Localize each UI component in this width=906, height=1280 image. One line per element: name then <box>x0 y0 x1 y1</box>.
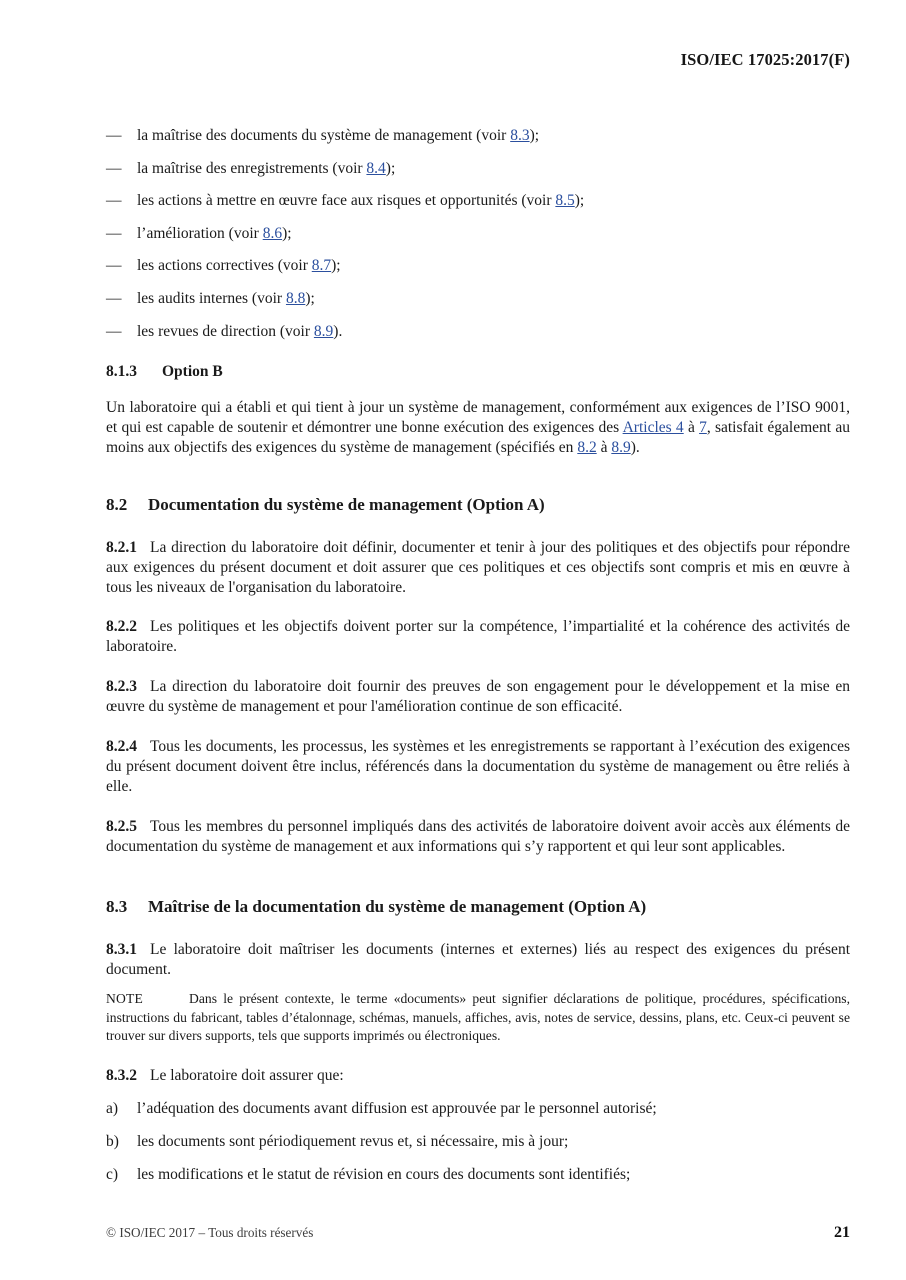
list-item-text-pre: l’amélioration (voir <box>137 224 263 242</box>
em-dash-marker: — <box>106 127 122 144</box>
list-item-text-pre: les actions correctives (voir <box>137 257 312 275</box>
list-item <box>106 1165 850 1185</box>
copyright-notice: © ISO/IEC 2017 – Tous droits réservés <box>106 1225 314 1240</box>
list-item <box>106 126 850 146</box>
cross-reference-link[interactable]: 8.8 <box>285 289 306 307</box>
list-item-text <box>137 191 850 211</box>
list-item-text: l’adéquation des documents avant diffusion est approuvée par le personnel autorisé; <box>137 1100 657 1117</box>
heading-number: 8.3 <box>106 897 128 916</box>
list-item <box>106 256 850 276</box>
list-item-text <box>137 126 850 146</box>
clause-number: 8.3.2 <box>106 1067 137 1084</box>
list-item-text-post: ); <box>574 192 585 210</box>
clause-text: Le laboratoire doit maîtriser les documents (internes et externes) liés au respect des exigences du présent document. <box>106 941 850 979</box>
list-item-text: les documents sont périodiquement revus et, si nécessaire, mis à jour; <box>137 1133 569 1150</box>
note-text: Dans le présent contexte, le terme «documents» peut signifier déclarations de politique, procédures, spécifications, instructions du fabricant, tables d’étalonnage, schémas, manuels, affiches, avis, notes de service, dessins, plans, etc. Ceux-ci peuvent se trouver sur divers supports, tels que supports imprimés ou électroniques. <box>106 991 850 1044</box>
list-item-text-post: ); <box>282 224 292 242</box>
list-item-text <box>137 322 850 342</box>
cross-reference-link[interactable]: 8.9 <box>313 322 334 340</box>
heading-title: Maîtrise de la documentation du système de management (Option A) <box>148 897 647 916</box>
em-dash-marker: — <box>106 224 122 242</box>
list-item-text-post: ); <box>529 127 540 144</box>
list-item-text-pre: les audits internes (voir <box>137 289 286 307</box>
cross-reference-link[interactable]: 8.7 <box>311 257 332 275</box>
em-dash-marker: — <box>106 257 122 275</box>
heading-8-1-3 <box>106 362 850 382</box>
list-item <box>106 1099 850 1119</box>
list-item-text-pre: la maîtrise des documents du système de management (voir <box>137 127 511 144</box>
paragraph-8-3-2 <box>106 1066 850 1086</box>
list-marker: c) <box>106 1166 119 1183</box>
heading-title: Documentation du système de management (Option A) <box>148 495 545 514</box>
list-item <box>106 191 850 211</box>
note-label: NOTE <box>106 991 144 1006</box>
list-item <box>106 322 850 342</box>
standard-reference: ISO/IEC 17025:2017(F) <box>680 50 850 69</box>
paragraph-8-2-1 <box>106 538 850 599</box>
list-item <box>106 1132 850 1152</box>
clause-text: Les politiques et les objectifs doivent porter sur la compétence, l’impartialité et la cohérence des activités de laboratoire. <box>106 618 850 656</box>
paragraph-text-segment: , satisfait également au moins aux objectifs des exigences du système de management (spécifiés en <box>106 419 850 457</box>
list-item-text <box>137 256 850 276</box>
em-dash-marker: — <box>106 289 122 307</box>
paragraph-8-1-3 <box>106 398 850 459</box>
list-item-text-post: ). <box>333 322 343 340</box>
paragraph-text-segment: à <box>596 439 612 457</box>
note-block <box>106 990 850 1046</box>
paragraph-8-3-1 <box>106 940 850 980</box>
clause-number: 8.2.5 <box>106 818 137 835</box>
list-item-text-pre: la maîtrise des enregistrements (voir <box>137 159 367 177</box>
paragraph-text-segment: à <box>683 419 700 437</box>
paragraph-text-segment: ). <box>630 439 640 457</box>
list-marker: a) <box>106 1100 119 1117</box>
heading-8-2 <box>106 494 850 516</box>
dash-bullet-list <box>106 126 850 354</box>
paragraph-8-2-2 <box>106 617 850 657</box>
list-item-text: les modifications et le statut de révision en cours des documents sont identifiés; <box>137 1166 631 1183</box>
cross-reference-link[interactable]: 8.6 <box>262 224 283 242</box>
heading-number: 8.1.3 <box>106 363 137 380</box>
cross-reference-link[interactable]: 8.2 <box>577 439 597 457</box>
page-footer <box>106 1224 850 1242</box>
list-marker: b) <box>106 1133 119 1150</box>
list-item-text <box>137 159 850 179</box>
page-number: 21 <box>834 1224 850 1241</box>
em-dash-marker: — <box>106 322 122 340</box>
em-dash-marker: — <box>106 159 122 177</box>
cross-reference-link[interactable]: Articles 4 <box>622 419 684 437</box>
list-item-text-pre: les actions à mettre en œuvre face aux risques et opportunités (voir <box>137 192 556 210</box>
cross-reference-link[interactable]: 8.9 <box>611 439 631 457</box>
heading-8-3 <box>106 896 850 918</box>
cross-reference-link[interactable]: 8.3 <box>510 127 530 144</box>
list-item-text <box>137 289 850 309</box>
list-item-text-post: ); <box>385 159 396 177</box>
cross-reference-link[interactable]: 8.5 <box>555 192 575 210</box>
paragraph-8-2-3 <box>106 677 850 717</box>
paragraph-8-2-4 <box>106 737 850 798</box>
list-item <box>106 224 850 244</box>
list-item <box>106 159 850 179</box>
paragraph-8-2-5 <box>106 817 850 857</box>
clause-number: 8.2.2 <box>106 618 137 635</box>
em-dash-marker: — <box>106 192 122 210</box>
clause-number: 8.3.1 <box>106 941 137 958</box>
paragraph-text-segment: Un laboratoire qui a établi et qui tient à jour un système de management, conformément aux exigences de l’ISO 9001, et qui est capable de soutenir et démontrer une bonne exécution des exigences des <box>106 399 850 437</box>
list-item-text-pre: les revues de direction (voir <box>137 322 314 340</box>
cross-reference-link[interactable]: 8.4 <box>366 159 386 177</box>
clause-text: La direction du laboratoire doit fournir des preuves de son engagement pour le développement et la mise en œuvre du système de management et pour l'amélioration continue de son efficacité. <box>106 678 850 716</box>
clause-number: 8.2.1 <box>106 539 137 556</box>
clause-number: 8.2.4 <box>106 738 137 755</box>
heading-title: Option B <box>162 363 223 380</box>
clause-text: Tous les membres du personnel impliqués dans des activités de laboratoire doivent avoir accès aux éléments de documentation du système de management et aux informations qui s’y rapportent et qui leur sont applicables. <box>106 818 850 856</box>
list-item-text-post: ); <box>305 289 315 307</box>
clause-text: Le laboratoire doit assurer que: <box>150 1067 344 1084</box>
clause-text: Tous les documents, les processus, les systèmes et les enregistrements se rapportant à l’exécution des exigences du présent document doivent être inclus, référencés dans la documentation du système de management ou être reliés à elle. <box>106 738 850 796</box>
cross-reference-link[interactable]: 7 <box>699 419 707 437</box>
heading-number: 8.2 <box>106 495 128 514</box>
page-header <box>106 50 850 70</box>
list-item-text <box>137 224 850 244</box>
list-item <box>106 289 850 309</box>
clause-number: 8.2.3 <box>106 678 137 695</box>
list-item-text-post: ); <box>331 257 341 275</box>
clause-text: La direction du laboratoire doit définir, documenter et tenir à jour des politiques et des objectifs pour répondre aux exigences du présent document et doit assurer que ces politiques et ces objectifs sont compris et mis en œuvre à tous les niveaux de l'organisation du laboratoire. <box>106 539 850 597</box>
